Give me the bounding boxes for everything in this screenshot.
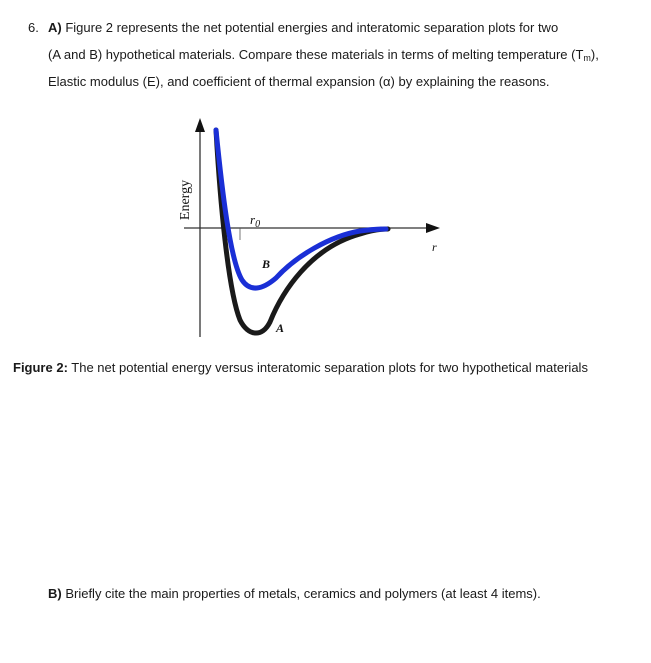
curve-b-label: B [262, 257, 271, 271]
part-a-text-3: Elastic modulus (E), and coefficient of thermal expansion (α) by explaining the reasons. [48, 74, 550, 89]
x-axis-arrow [426, 223, 440, 233]
question-number: 6. [28, 20, 39, 35]
potential-energy-plot [170, 110, 460, 350]
r0-letter: r [250, 212, 256, 227]
part-b-label: B) [48, 586, 62, 601]
part-a-text-1: Figure 2 represents the net potential energies and interatomic separation plots for two [61, 20, 559, 35]
curve-a-label: A [276, 321, 285, 335]
r0-label [250, 212, 260, 230]
part-a-label: A) [48, 20, 62, 35]
part-a-line-1 [48, 20, 558, 36]
part-b-line [48, 586, 541, 602]
potential-energy-figure [170, 110, 460, 350]
figure-caption [13, 360, 588, 376]
y-axis-arrow [195, 118, 205, 132]
tm-subscript: m [583, 53, 591, 63]
part-b-text: Briefly cite the main properties of metals, ceramics and polymers (at least 4 items). [61, 586, 541, 601]
y-axis-label: Energy [178, 179, 193, 221]
part-a-line-3 [48, 74, 550, 90]
x-axis-label: r [432, 240, 437, 254]
figure-caption-label: Figure 2: [13, 360, 68, 375]
part-a-text-2: (A and B) hypothetical materials. Compare these materials in terms of melting temperature (T [48, 47, 584, 62]
r0-subscript: 0 [255, 219, 261, 230]
part-a-text-2-end: ), [590, 47, 599, 62]
part-a-line-2 [48, 47, 599, 63]
figure-caption-text: The net potential energy versus interatomic separation plots for two hypothetical materials [67, 360, 588, 375]
curve-b [216, 130, 386, 288]
